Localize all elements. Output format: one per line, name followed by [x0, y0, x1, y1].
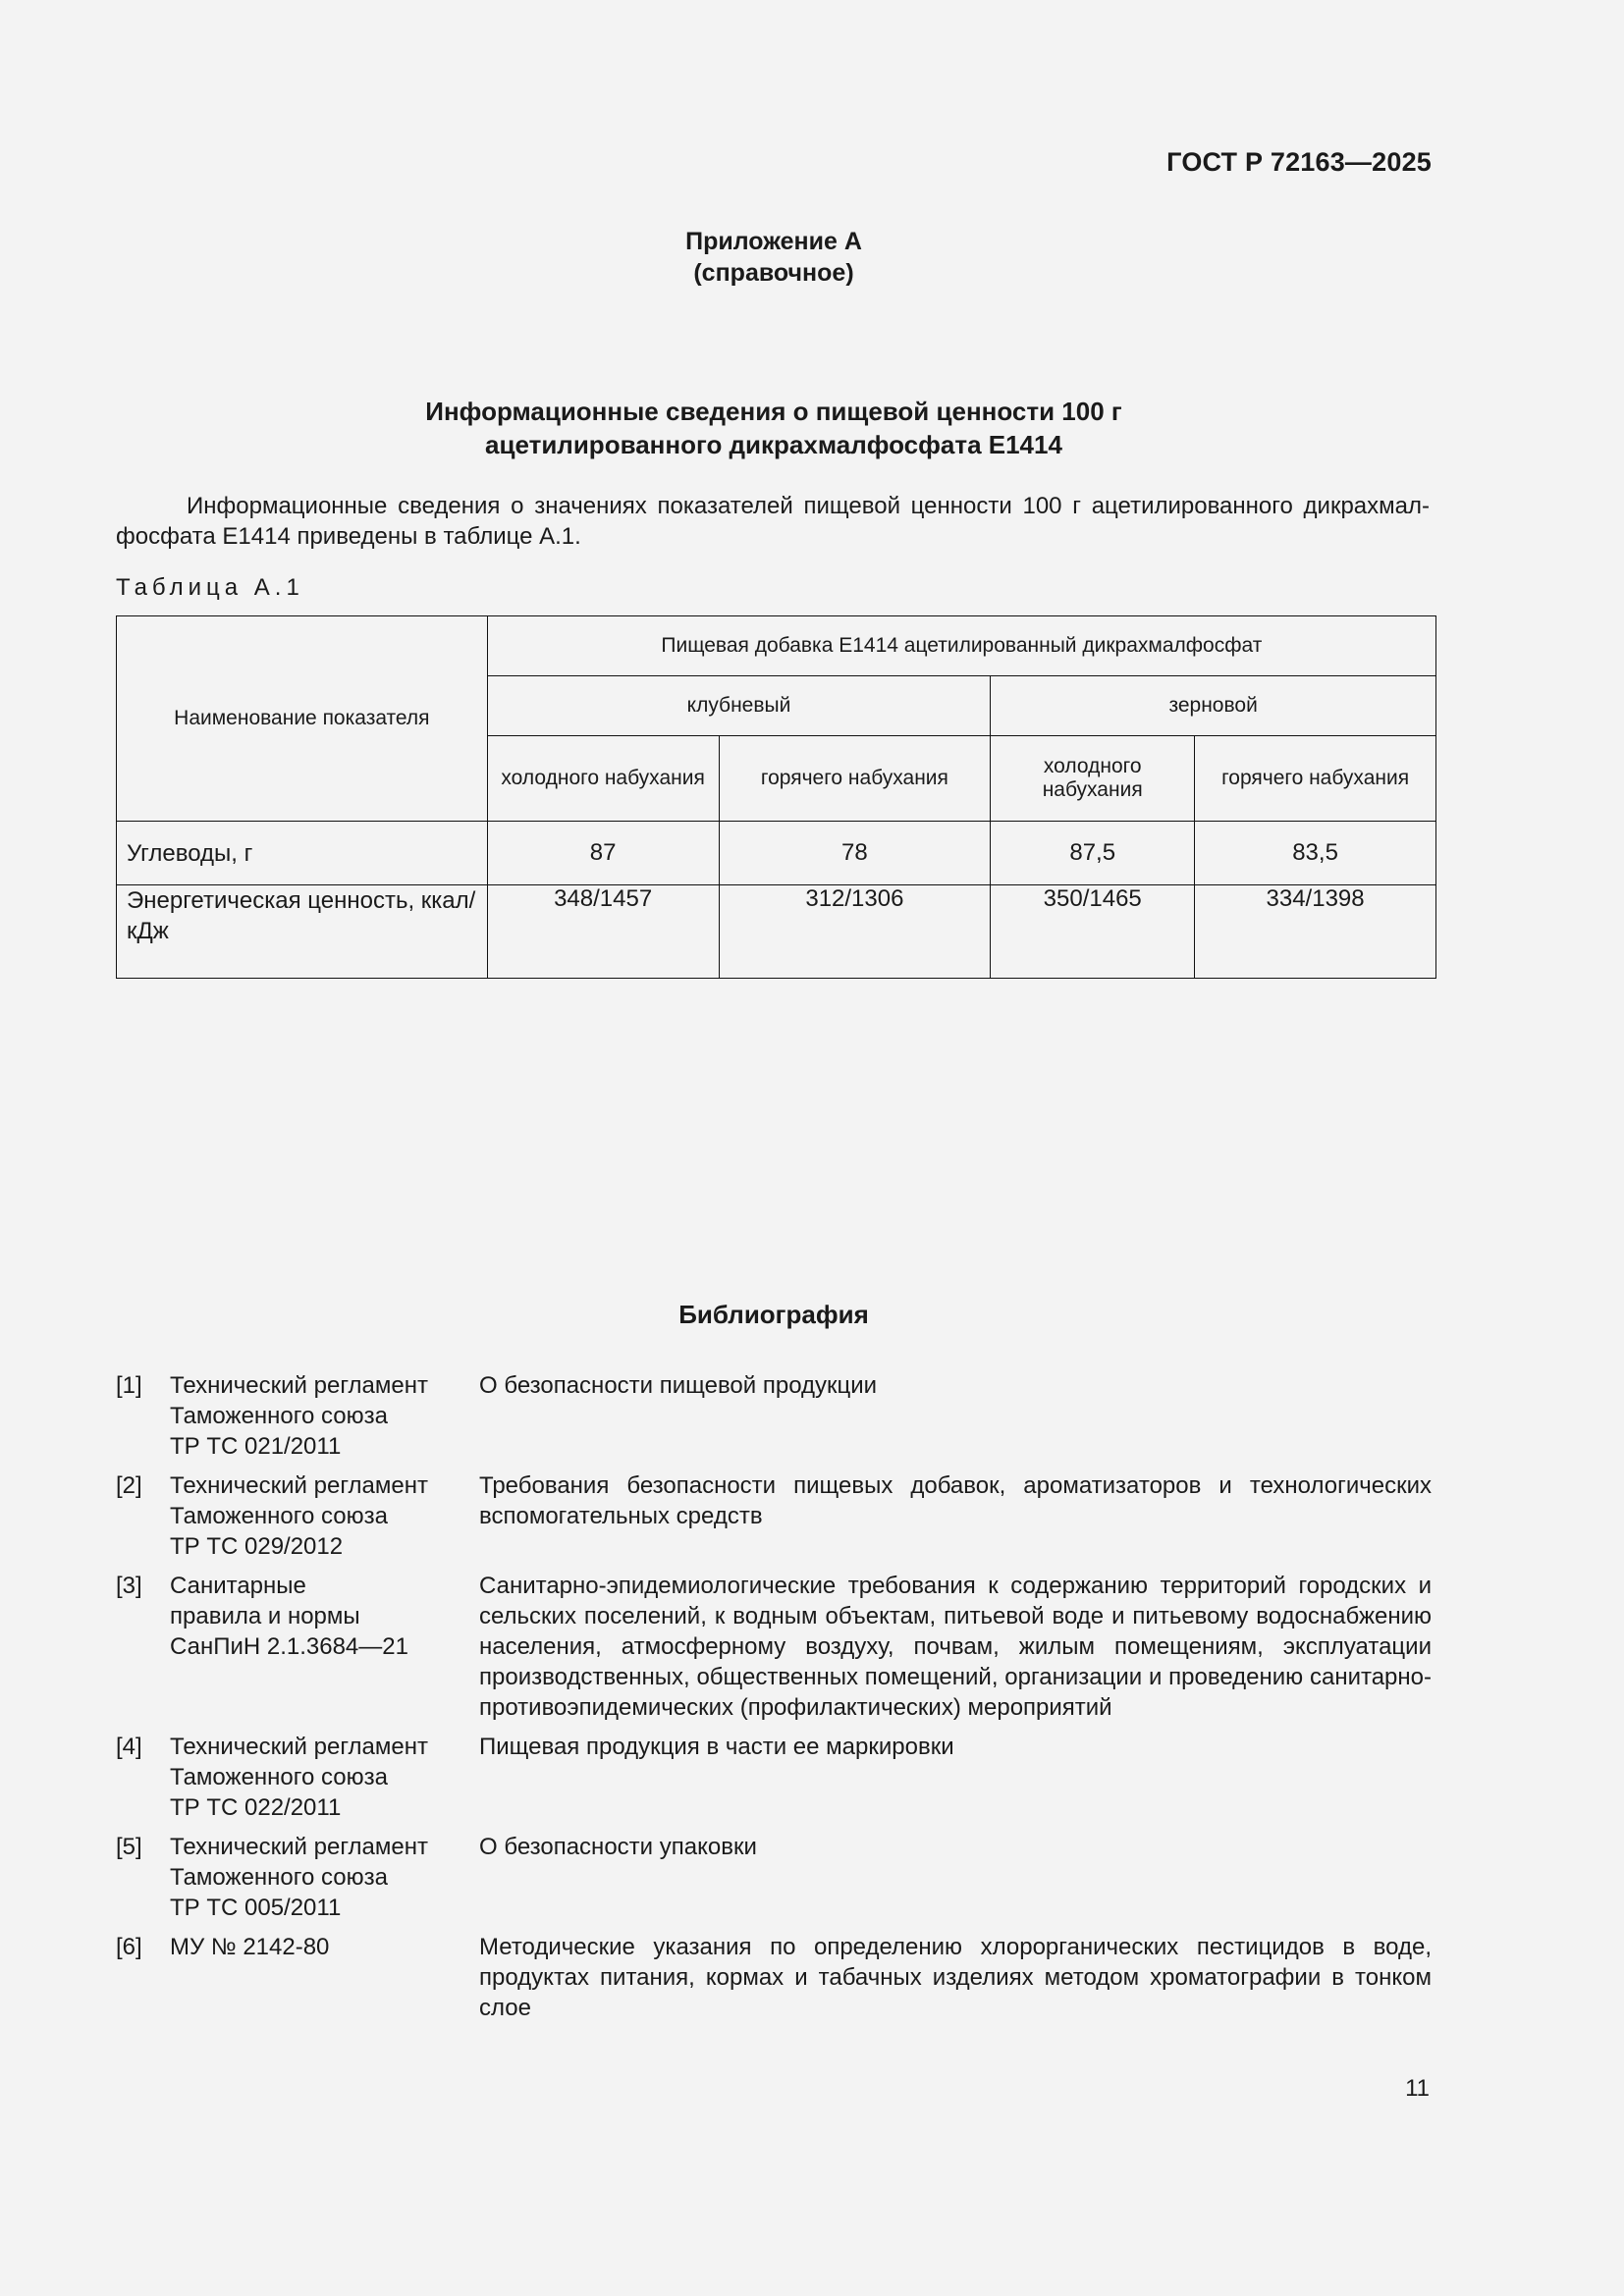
bib-source-line: Таможенного союза	[170, 1864, 388, 1891]
table-cell: 87	[487, 822, 719, 885]
bib-source-line: Таможенного союза	[170, 1503, 388, 1529]
bibliography-item	[116, 1470, 1432, 1562]
name-column-header: Наименование показателя	[117, 616, 488, 822]
column-header: горячего набухания	[719, 736, 991, 822]
bib-title: О безопасности пищевой продукции	[479, 1372, 878, 1399]
bib-source	[170, 1571, 479, 1723]
bib-title: Пищевая продукция в части ее маркировки	[479, 1734, 954, 1760]
document-code: ГОСТ Р 72163—2025	[1166, 147, 1432, 177]
section-title	[0, 395, 1547, 461]
column-header: горячего набухания	[1195, 736, 1436, 822]
subheader-tuber: клубневый	[487, 676, 991, 736]
bibliography-item	[116, 1370, 1432, 1462]
bib-source	[170, 1732, 479, 1823]
appendix-title: Приложение А	[685, 228, 862, 255]
bib-title: Требования безопасности пищевых добавок, ароматизаторов и технологических вспомогательных средств	[479, 1472, 1432, 1529]
table-cell: 78	[719, 822, 991, 885]
bib-number: [2]	[116, 1472, 142, 1499]
bib-source-line: Технический регламент	[170, 1372, 428, 1399]
bib-source-line: Санитарные	[170, 1573, 306, 1599]
group-header: Пищевая добавка Е1414 ацетилированный дикрахмалфосфат	[487, 616, 1435, 676]
table-cell: 312/1306	[719, 885, 991, 979]
bib-source-line: Технический регламент	[170, 1472, 428, 1499]
bibliography-list	[116, 1370, 1432, 2032]
section-title-line-2: ацетилированного дикрахмалфосфата Е1414	[485, 430, 1062, 459]
bib-source-line: ТР ТС 021/2011	[170, 1433, 342, 1460]
table-row	[117, 822, 1436, 885]
bib-number: [5]	[116, 1834, 142, 1860]
row-name: Энергетическая ценность, ккал/кДж	[117, 885, 488, 979]
table-cell: 87,5	[991, 822, 1195, 885]
bib-source-line: Технический регламент	[170, 1834, 428, 1860]
page-number: 11	[1405, 2075, 1430, 2102]
bib-source	[170, 1370, 479, 1462]
bib-source-line: ТР ТС 005/2011	[170, 1895, 342, 1921]
bib-source-line: СанПиН 2.1.3684—21	[170, 1633, 408, 1660]
nutrition-table	[116, 615, 1436, 979]
column-header: холодного набухания	[991, 736, 1195, 822]
bib-source-line: МУ № 2142-80	[170, 1934, 330, 1960]
intro-line-2: фосфата Е1414 приведены в таблице А.1.	[116, 523, 581, 550]
table-cell: 348/1457	[487, 885, 719, 979]
section-title-line-1: Информационные сведения о пищевой ценности 100 г	[425, 397, 1122, 426]
bib-number: [4]	[116, 1734, 142, 1760]
bibliography-item	[116, 1932, 1432, 2023]
bib-source	[170, 1932, 479, 2023]
table-cell: 350/1465	[991, 885, 1195, 979]
bib-source-line: ТР ТС 022/2011	[170, 1794, 342, 1821]
bib-source-line: Таможенного союза	[170, 1764, 388, 1790]
bib-title: Санитарно-эпидемиологические требования к содержанию территорий городских и сельских поселений, к водным объектам, питьевой воде и питьевому водоснабжению населения, атмосферному воздуху, почвам, жилым помещениям, эксплуатации производственных, общественных помещений, организации и проведению санитарно-противоэпидемических (профилактических) мероприятий	[479, 1573, 1432, 1721]
table-cell: 83,5	[1195, 822, 1436, 885]
bib-source-line: ТР ТС 029/2012	[170, 1533, 344, 1560]
bib-title: О безопасности упаковки	[479, 1834, 757, 1860]
table-caption: Таблица А.1	[116, 574, 304, 601]
intro-paragraph	[116, 491, 1430, 552]
bib-source-line: Технический регламент	[170, 1734, 428, 1760]
bibliography-item	[116, 1732, 1432, 1823]
bibliography-item	[116, 1571, 1432, 1723]
bib-number: [3]	[116, 1573, 142, 1599]
bib-source-line: Таможенного союза	[170, 1403, 388, 1429]
bib-title: Методические указания по определению хлорорганических пестицидов в воде, продуктах питания, кормах и табачных изделиях методом хроматографии в тонком слое	[479, 1934, 1432, 2021]
bibliography-title: Библиография	[678, 1300, 869, 1329]
row-name: Углеводы, г	[117, 822, 488, 885]
table-row	[117, 885, 1436, 979]
bib-source	[170, 1832, 479, 1923]
table-cell: 334/1398	[1195, 885, 1436, 979]
appendix-subtitle: (справочное)	[693, 259, 854, 287]
bib-number: [6]	[116, 1934, 142, 1960]
intro-line-1: Информационные сведения о значениях показателей пищевой ценности 100 г ацетилированного дикрахмал-	[187, 493, 1430, 519]
bib-source-line: правила и нормы	[170, 1603, 360, 1629]
subheader-grain: зерновой	[991, 676, 1436, 736]
appendix-heading	[0, 226, 1547, 289]
bib-source	[170, 1470, 479, 1562]
bib-number: [1]	[116, 1372, 142, 1399]
bibliography-item	[116, 1832, 1432, 1923]
column-header: холодного набухания	[487, 736, 719, 822]
